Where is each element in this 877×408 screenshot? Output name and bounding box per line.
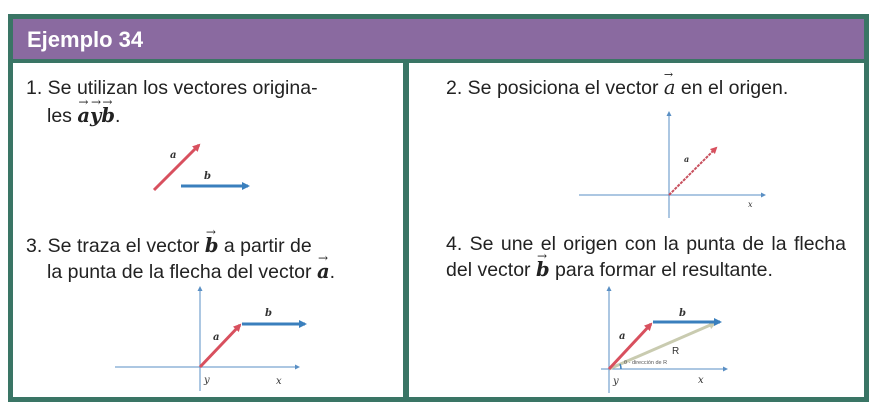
- vector-a-arrow: [669, 148, 716, 195]
- vector-a-symbol: → a: [317, 259, 330, 285]
- axis-y-label: y: [204, 375, 210, 386]
- diagram-4: [587, 287, 737, 397]
- panel-right: [409, 63, 864, 397]
- label-a: a: [170, 150, 177, 161]
- label-R: R: [672, 346, 680, 357]
- diagram-3: [113, 285, 303, 395]
- vector-b-symbol: → b: [101, 103, 115, 129]
- label-a: a: [619, 331, 626, 342]
- vector-b-symbol: → b: [205, 233, 219, 259]
- vector-a-symbol: → a: [77, 103, 90, 129]
- step-3-text: [26, 233, 401, 285]
- step-4-text: 4. Se une el origen con la punta de la flecha del vector → b para formar el resultante.: [446, 231, 846, 283]
- axis-x-label: x: [698, 375, 704, 386]
- vector-a-symbol: → a: [664, 75, 676, 101]
- axis-y-label: y: [613, 376, 619, 387]
- label-b: b: [204, 171, 211, 182]
- step-1-line2: les → a→ y→ b.: [26, 103, 396, 129]
- angle-note: θ - dirección de R: [624, 360, 668, 366]
- diagram-1: [148, 143, 268, 203]
- vector-b-symbol: → b: [536, 257, 550, 283]
- step-1-text: [26, 75, 396, 129]
- panel-left: [13, 63, 403, 397]
- step-1-line1: 1. Se utilizan los vectores origina-: [26, 77, 318, 99]
- vector-a-arrow: [154, 145, 199, 190]
- label-a: a: [213, 332, 220, 343]
- diagram-2: [577, 110, 777, 220]
- step-3-line1: 3. Se traza el vector → b a partir de: [26, 233, 401, 259]
- label-b: b: [679, 308, 686, 319]
- label-a: a: [684, 154, 690, 164]
- step-2-text: 2. Se posiciona el vector → a en el origen.: [446, 75, 856, 101]
- angle-arc: [620, 364, 621, 369]
- step-3-line2: la punta de la flecha del vector → a.: [26, 259, 401, 285]
- label-b: b: [265, 308, 272, 319]
- example-header: [13, 19, 864, 59]
- axis-x-label: x: [276, 376, 282, 387]
- axis-x-label: x: [748, 200, 753, 209]
- example-title: Ejemplo 34: [27, 27, 144, 52]
- vector-a-arrow: [200, 325, 240, 367]
